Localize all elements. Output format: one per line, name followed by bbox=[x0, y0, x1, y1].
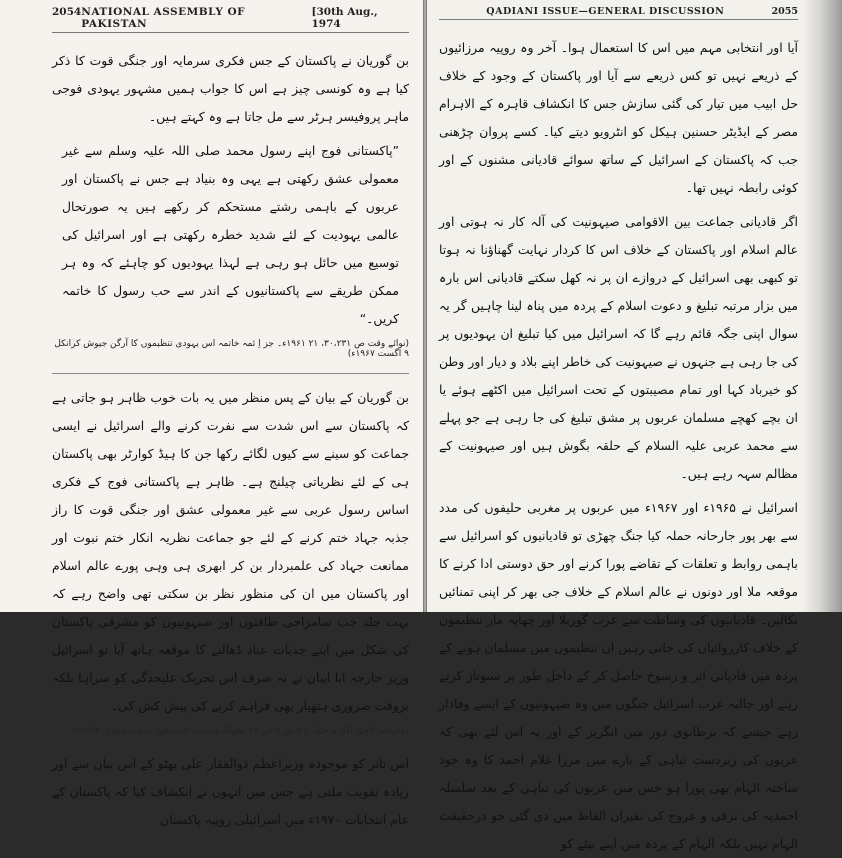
page-number: 2054 bbox=[52, 6, 82, 18]
paragraph: اگر قادیانی جماعت بین الاقوامی صیہونیت کی آلہ کار نہ ہوتی اور عالم اسلام اور پاکستان کے خلاف اس کا کردار نہایت گھناؤنا نہ ہوتا تو کبھی بھی اسرائیل کے دروازے ان پر نہ کھل سکتے قادیانی اس بارہ میں بزار مرتبہ تبلیغ و دعوت اسلام کے پردہ میں پناہ لینا چاہیں گر یہ سوال اپنی جگہ قائم رہے گا کہ اسرائیل میں کیا تبلیغ ان یہودیوں پر کی جا رہی ہے جنہوں نے صیہونیت کی خاطر اپنے بلاد و دیار اور وطن کو خیرباد کہا اور تمام مصیبتوں کے تحت اسرائیل میں اکٹھے ہوئے یا ان بچے کھچے مسلمان عربوں پر مشق تبلیغ کی جا رہی ہے جو پہلے سے محمد عربی علیہ السلام کے حلقہ بگوش ہیں اور صیہونیت کے مظالم سہہ رہے ہیں۔ bbox=[439, 214, 798, 481]
running-title: NATIONAL ASSEMBLY OF PAKISTAN bbox=[81, 6, 246, 30]
right-page bbox=[427, 0, 842, 851]
paragraph: بن گوریان کے بیان کے پس منظر میں یہ بات خوب ظاہر ہو جاتی ہے کہ پاکستان سے اس شدت سے نفرت کرنے والے اسرائیل نے ایسی جماعت کو سینے سے کیوں لگائے رکھا جن کا ہیڈ کوارٹر بھی پاکستان ہی کے لئے نظریاتی چیلنج ہے۔ ظاہر ہے پاکستانی فوج کے فکری اساس رسول عربی سے غیر معمولی عشق اور جنگی قوت کا راز جذبہ جہاد ختم کرنے کے لئے جو جماعت نظریہ انکار ختم نبوت اور ممانعت جہاد کی علمبردار بن کر ابھری ہی وہی پورے عالم اسلام اور پاکستان میں ان کی منظور نظر بن سکتی تھی واضح رہے کہ بہت جلد جب سامراجی طاقتوں اور صیہونیوں کو مشرقی پاکستان کی شکل میں اپنے جذبات عناد ڈھالنے کا موقعہ ہاتھ آیا تو اسرائیل وزیر خارجہ ابا ایبان نے نہ صرف اس تحریک علیحدگی کو سراہا بلکہ بروقت ضروری ہتھیار بھی فراہم کرنے کی پیش کش کی۔ bbox=[52, 390, 409, 713]
running-title: QADIANI ISSUE—GENERAL DISCUSSION bbox=[486, 6, 725, 17]
block-quote: ”پاکستانی فوج اپنے رسول محمد صلی اللہ علیہ وسلم سے غیر معمولی عشق رکھتی ہے یہی وہ بنیاد ہے جس نے پاکستان اور عربوں کے باہمی رشتے مستحکم کر رکھے ہیں یہ صورتحال عالمی یہودیت کے لئے شدید خطرہ رکھتی ہے اور اسرائیل کی توسیع میں حائل ہو رہی ہے لہذا یہودیوں کو چاہئے کہ وہ ہر ممکن طریقے سے پاکستانیوں کے اندر سے حب رسول کا خاتمہ کریں۔“ bbox=[62, 143, 399, 326]
paragraph: بن گوریان نے پاکستان کے جس فکری سرمایہ اور جنگی قوت کا ذکر کیا ہے وہ کونسی چیز ہے اس کا جواب ہمیں مشہور یہودی فوجی ماہر پروفیسر ہرٹر سے مل جاتا ہے وہ کہتے ہیں۔ bbox=[52, 53, 409, 124]
paragraph: آیا اور انتخابی مہم میں اس کا استعمال ہوا۔ آخر وہ روپیہ مرزائیوں کے ذریعے نہیں تو کس ذریعے سے آیا اور پاکستان کے وجود کے خلاف حل ابیب میں تیار کی گئی سازش جس کا انکشاف قاہرہ کے الاہرام مصر کے ایڈیٹر حسنین ہیکل کو انٹرویو دیتے کیا۔ کسے پروان چڑھنی جب کہ پاکستان کے اسرائیل کے ساتھ سوائے قادیانی مشنوں کے اور کوئی رابطہ نہیں تھا۔ bbox=[439, 40, 798, 195]
reference-note: (نوائے وقت ص ۳۰،۲۳۱، ۲۱ ۱۹۶۱ء۔ جز اِ ئمہ خاتمہ اس یہودی تنظیموں کا آرگن جیوش کرانکل ۹ اگست ۱۹۶۷ء) bbox=[54, 339, 409, 359]
paragraph: اسرائیل نے ۱۹۶۵ء اور ۱۹۶۷ء میں عربوں پر مغربی حلیفوں کی مدد سے بھر پور جارحانہ حملہ کیا جنگ چھڑی تو قادیانیوں کو اسرائیل سے باہمی روابط و تعلقات کے تقاضے پورا کرنے اور حق دوستی ادا کرنے کا موقعہ ملا اور دونوں نے عالم اسلام کے خلاف جی بھر کر اپنی تمنائیں نکالیں۔ قادیانیوں کی وساطت سے عرب گوریلا اور چھاپہ مار تنظیموں کے خلاف کارروائیاں کی جاتی رہیں ان تنظیموں میں مسلمان ہونے کے پردہ میں قادیانی اثر و رسوخ حاصل کر کے داخل طور پر سبوتاژ کرتے رہے اور حالیہ عرب اسرائیل جنگوں میں وہ صیہونیوں کے ایسے وفادار رہے جیسے کہ برطانوی دور میں انگریز کے اور یہ اس لئے بھی کہ عربوں کی زبردست تباہی کے بارے میں مرزا غلام احمد کا وہ خود ساختہ الہام بھی پورا ہو جس میں عربوں کی تباہی کے بعد سلسلہ احمدیہ کی ترقی و عروج کی نقبران الفاظ میں دی گئی جو درحقیقت الہام نہیں بلکہ الہام کے پردہ میں اپنے بیٹے کو bbox=[439, 500, 798, 851]
page-date: [30th Aug., 1974 bbox=[311, 6, 378, 30]
left-page bbox=[0, 0, 423, 827]
book-edge-right bbox=[804, 0, 842, 612]
left-page-header bbox=[52, 6, 409, 33]
page-number: 2055 bbox=[771, 6, 798, 17]
paragraph: اس تاثر کو موجودہ وزیراعظم ذوالفقار علی بھٹو کے اس بیان سے اور زیادہ تقویت ملتی ہے جس میں انہوں نے انکشاف کیا کہ پاکستان کے عام انتخابات ۱۹۷۰ء میں اسرائیلی روپیہ پاکستان bbox=[52, 756, 409, 827]
reference-note: (ماہنامہ الحق اکوڑہ خٹک ج ۵ ش ۹ ص ۲۸ بحوالہ ماہنامہ فلسطین بیروت جنوری ۱۹۷۲ء) bbox=[72, 726, 409, 736]
right-page-header bbox=[439, 6, 798, 20]
divider bbox=[52, 373, 409, 374]
